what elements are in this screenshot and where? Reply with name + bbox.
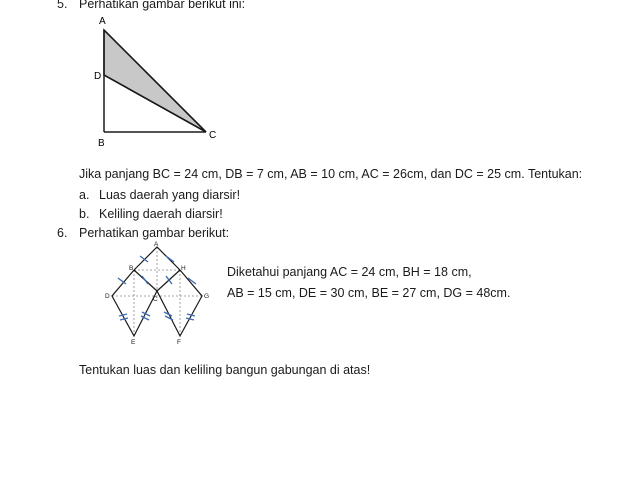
q5-prompt: Perhatikan gambar berikut ini:	[79, 0, 246, 11]
label-a: A	[154, 241, 159, 248]
label-a: A	[99, 16, 106, 27]
label-c: C	[209, 130, 217, 141]
label-g: G	[204, 293, 210, 300]
q5-task-a: Luas daerah yang diarsir!	[99, 188, 241, 202]
q5-task-b-marker: b.	[79, 207, 90, 221]
q6-prompt: Perhatikan gambar berikut:	[79, 226, 230, 240]
q5-number: 5.	[57, 0, 68, 11]
q6-given-line1: Diketahui panjang AC = 24 cm, BH = 18 cm,	[227, 265, 472, 279]
label-e: E	[131, 339, 136, 346]
q5-triangle-figure	[88, 12, 228, 152]
label-h: H	[181, 265, 186, 272]
label-d: D	[105, 293, 110, 300]
label-f: F	[177, 339, 181, 346]
label-b: B	[98, 138, 105, 149]
q6-number: 6.	[57, 226, 68, 240]
q5-task-b: Keliling daerah diarsir!	[99, 207, 223, 221]
q5-given: Jika panjang BC = 24 cm, DB = 7 cm, AB = 10 cm, AC = 26cm, dan DC = 25 cm. Tentukan:	[79, 167, 583, 181]
q6-task: Tentukan luas dan keliling bangun gabungan di atas!	[79, 363, 371, 377]
label-b: B	[129, 265, 134, 272]
q6-composite-figure	[100, 240, 220, 346]
label-c: C	[153, 296, 158, 303]
label-d: D	[94, 71, 102, 82]
q6-given-line2: AB = 15 cm, DE = 30 cm, BE = 27 cm, DG = 48cm.	[227, 286, 511, 300]
q5-task-a-marker: a.	[79, 188, 90, 202]
